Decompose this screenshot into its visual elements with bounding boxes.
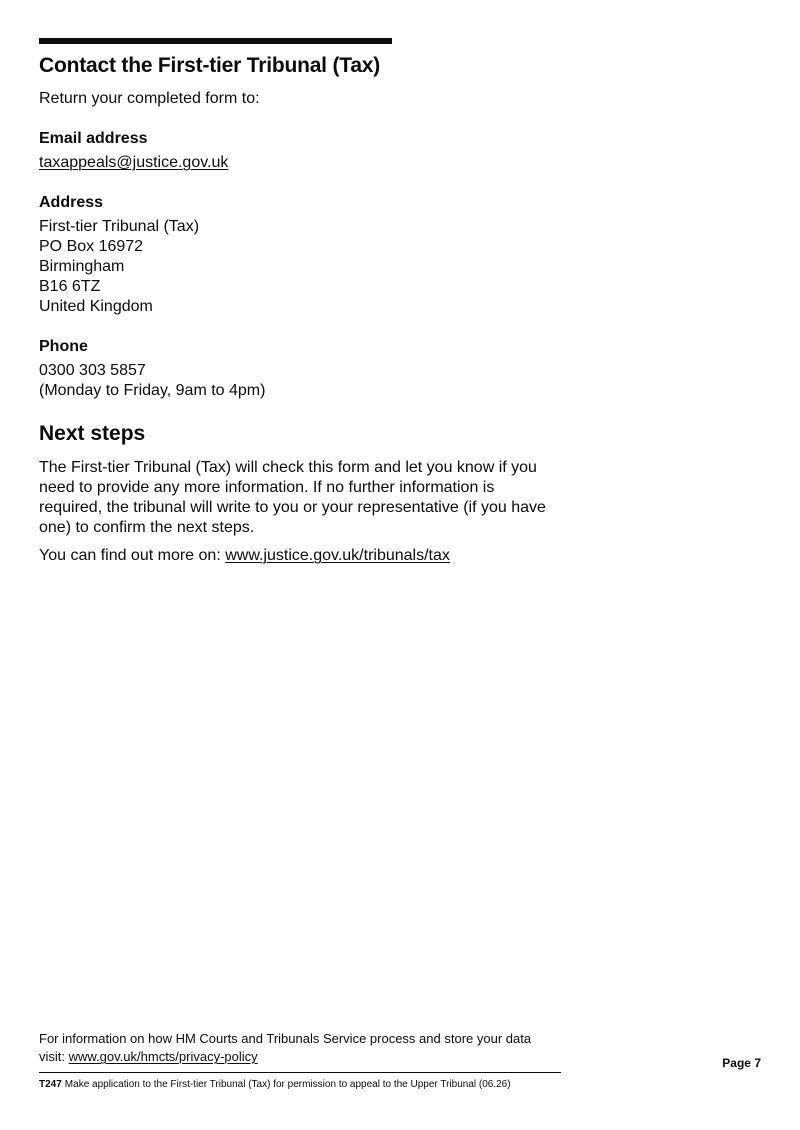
footer-divider [39,1072,561,1073]
privacy-visit-line [39,1048,579,1066]
phone-label: Phone [39,338,88,355]
address-label: Address [39,194,104,211]
privacy-notice [39,1030,579,1066]
form-title: Make application to the First-tier Tribunal (Tax) for permission to appeal to the Upper Tribunal (06.26) [64,1079,511,1090]
address-line: PO Box 16972 [39,238,144,255]
email-label: Email address [39,130,148,147]
email-link[interactable]: taxappeals@justice.gov.uk [39,154,229,171]
section-top-rule [39,38,392,44]
next-steps-heading: Next steps [39,422,146,445]
page-number: Page 7 [722,1056,761,1070]
contact-intro: Return your completed form to: [39,90,260,107]
more-info-prefix: You can find out more on: [39,547,226,564]
form-reference [39,1078,599,1092]
phone-hours: (Monday to Friday, 9am to 4pm) [39,382,266,399]
privacy-prefix: visit: [39,1049,69,1064]
email-value [39,153,579,173]
phone-number: 0300 303 5857 [39,362,146,379]
address-line: First-tier Tribunal (Tax) [39,218,200,235]
next-steps-paragraph: The First-tier Tribunal (Tax) will check this form and let you know if you need to provide any more information. If no further information is required, the tribunal will write to you or your representative (if you have one) to confirm the next steps. [39,459,546,536]
tribunal-website-link[interactable]: www.justice.gov.uk/tribunals/tax [225,547,450,564]
form-code: T247 [39,1079,62,1090]
address-block [39,217,579,317]
phone-block [39,361,579,401]
contact-heading: Contact the First-tier Tribunal (Tax) [39,54,381,77]
address-line: B16 6TZ [39,278,101,295]
privacy-line: For information on how HM Courts and Tribunals Service process and store your data [39,1031,532,1046]
address-line: United Kingdom [39,298,153,315]
address-line: Birmingham [39,258,125,275]
main-content [39,52,579,566]
more-info-line [39,546,579,566]
privacy-policy-link[interactable]: www.gov.uk/hmcts/privacy-policy [68,1049,258,1064]
